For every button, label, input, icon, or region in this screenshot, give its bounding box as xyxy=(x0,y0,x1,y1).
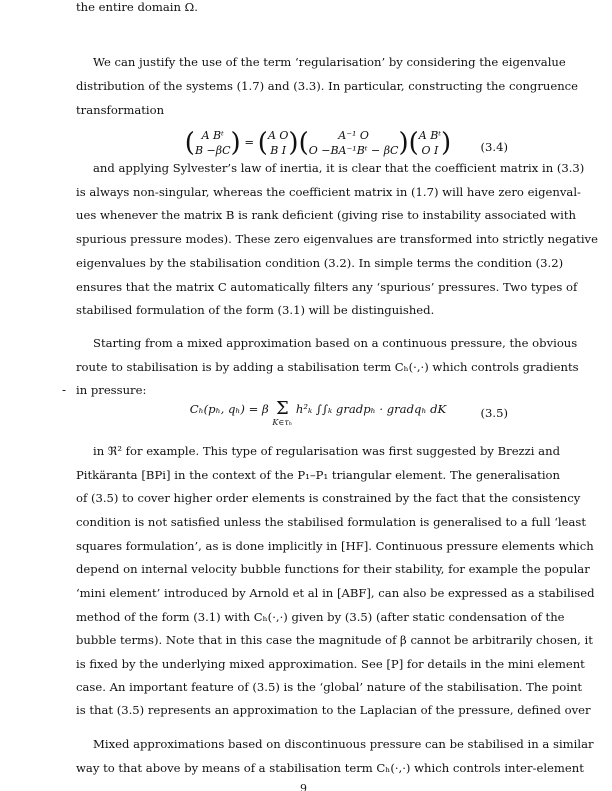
text-line: the entire domain Ω. xyxy=(76,0,198,14)
matrix: A Bᵗ B −βC xyxy=(194,129,231,157)
text-line: stabilised formulation of the form (3.1) will be distinguished. xyxy=(76,303,435,317)
text-line: is always non-singular, whereas the coefficient matrix in (1.7) will have zero eigenval- xyxy=(76,185,581,199)
text-line: case. An important feature of (3.5) is the ‘global’ nature of the stabilisation. The point xyxy=(76,680,583,694)
text-line: Starting from a mixed approximation based on a continuous pressure, the obvious xyxy=(93,336,578,350)
text-line: We can justify the use of the term ‘regularisation’ by considering the eigenvalue xyxy=(93,55,566,69)
text-line: is that (3.5) represents an approximation to the Laplacian of the pressure, defined over xyxy=(76,703,591,717)
equation-number: (3.4) xyxy=(480,140,508,154)
text-line: bubble terms). Note that in this case the magnitude of β cannot be arbitrarily chosen, it xyxy=(76,633,593,647)
text-line: squares formulation’, as is done implicitly in [HF]. Continuous pressure elements which xyxy=(76,539,594,553)
text-line: in ℜ² for example. This type of regularisation was first suggested by Brezzi and xyxy=(93,444,560,458)
text-line: and applying Sylvester’s law of inertia, it is clear that the coefficient matrix in (3.3) xyxy=(93,161,585,175)
text-line: transformation xyxy=(76,103,165,117)
text-line: spurious pressure modes). These zero eigenvalues are transformed into strictly negative xyxy=(76,232,598,246)
text-line: Pitkäranta [BPi] in the context of the P₁–P₁ triangular element. The generalisation xyxy=(76,468,560,482)
text-line: is fixed by the underlying mixed approximation. See [P] for details in the mini element xyxy=(76,657,585,671)
text-line: distribution of the systems (1.7) and (3.3). In particular, constructing the congruence xyxy=(76,79,579,93)
text-line: of (3.5) to cover higher order elements is constrained by the fact that the consistency xyxy=(76,491,581,505)
equation-number: (3.5) xyxy=(480,406,508,420)
text-line: eigenvalues by the stabilisation condition (3.2). In simple terms the condition (3.2) xyxy=(76,256,564,270)
text-line: condition is not satisfied unless the stabilised formulation is generalised to a full ‘least xyxy=(76,515,587,529)
text-line: in pressure: xyxy=(76,383,147,397)
text-line: ues whenever the matrix B is rank deficient (giving rise to instability associated with xyxy=(76,208,576,222)
margin-mark: - xyxy=(62,383,67,397)
text-line: ‘mini element’ introduced by Arnold et al in [ABF], can also be expressed as a stabilised xyxy=(76,586,595,600)
text-line: route to stabilisation is by adding a stabilisation term Cₕ(·,·) which controls gradients xyxy=(76,360,579,374)
equation-3-5: Cₕ(pₕ, qₕ) = β Σ K∈τₕ h²ₖ ∫∫ₖ gradpₕ · gradqₕ dK (3.5) xyxy=(189,398,508,427)
text-line: depend on internal velocity bubble functions for their stability, for example the popular xyxy=(76,562,590,576)
text-line: method of the form (3.1) with Cₕ(·,·) given by (3.5) (after static condensation of the xyxy=(76,610,565,624)
text-line: Mixed approximations based on discontinuous pressure can be stabilised in a similar xyxy=(93,737,594,751)
equation-3-4: ( A Bᵗ B −βC) = (A O B I)( A⁻¹ O O −BA⁻¹Bᵗ − βC)(A Bᵗ O I ) (3.4) xyxy=(184,128,508,158)
text-line: way to that above by means of a stabilisation term Cₕ(·,·) which controls inter-element xyxy=(76,761,584,775)
page-number: 9 xyxy=(300,782,307,791)
text-line: ensures that the matrix C automatically filters any ‘spurious’ pressures. Two types of xyxy=(76,280,578,294)
